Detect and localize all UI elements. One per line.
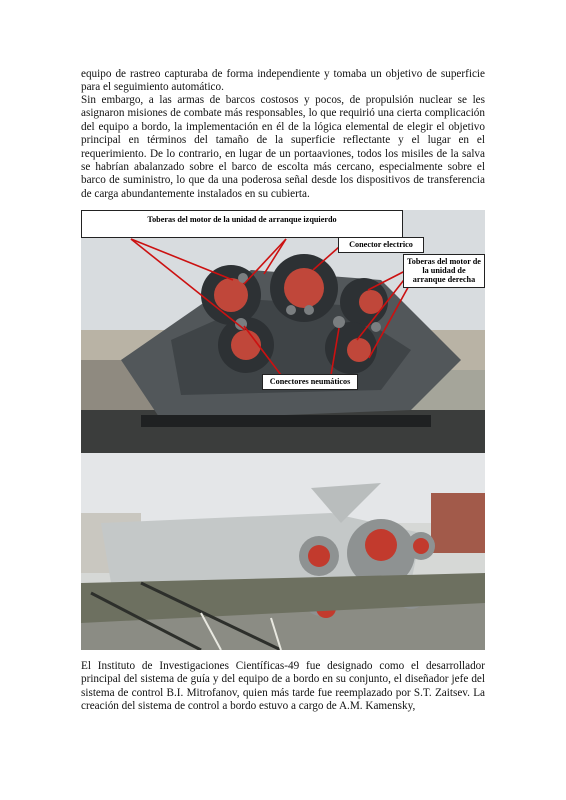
callout-pneumatic-connectors: Conectores neumáticos bbox=[262, 374, 358, 390]
paragraph-1: equipo de rastreo capturaba de forma independiente y tomaba un objetivo de superficie para el seguimiento automático. bbox=[81, 68, 485, 94]
photo-missile-rear-image bbox=[81, 210, 485, 453]
photo-missile-on-launcher bbox=[81, 453, 485, 650]
callout-left-nozzles: Toberas del motor de la unidad de arranque izquierdo bbox=[81, 210, 403, 238]
paragraph-2: Sin embargo, a las armas de barcos costosos y pocos, de propulsión nuclear se les asignaron misiones de combate más responsables, lo que requirió una cierta complicación del equipo a bordo, la implementación en él de la lógica elemental de elegir el objetivo principal en términos del tamaño de la superficie reflectante y el lugar en el requerimiento. De lo contrario, en lugar de un portaaviones, todos los misiles de la salva se habrían abalanzado sobre el barco de escolta más cercano, especialmente sobre el barco de suministro, lo que da una poderosa señal desde los dispositivos de transferencia de carga abundantemente instalados en su cubierta. bbox=[81, 94, 485, 200]
photo-missile-rear-annotated bbox=[81, 210, 485, 453]
photo-missile-on-launcher-image bbox=[81, 453, 485, 650]
paragraph-3: El Instituto de Investigaciones Científicas-49 fue designado como el desarrollador principal del sistema de guía y del equipo de a bordo en su conjunto, el diseñador jefe del sistema de control B.I. Mitrofanov, quien más tarde fue reemplazado por S.T. Zaitsev. La creación del sistema de control a bordo estuvo a cargo de A.M. Kamensky, bbox=[81, 660, 485, 713]
callout-right-nozzles: Toberas del motor de la unidad de arranque derecha bbox=[403, 254, 485, 288]
callout-electric-connector: Conector electrico bbox=[338, 237, 424, 253]
